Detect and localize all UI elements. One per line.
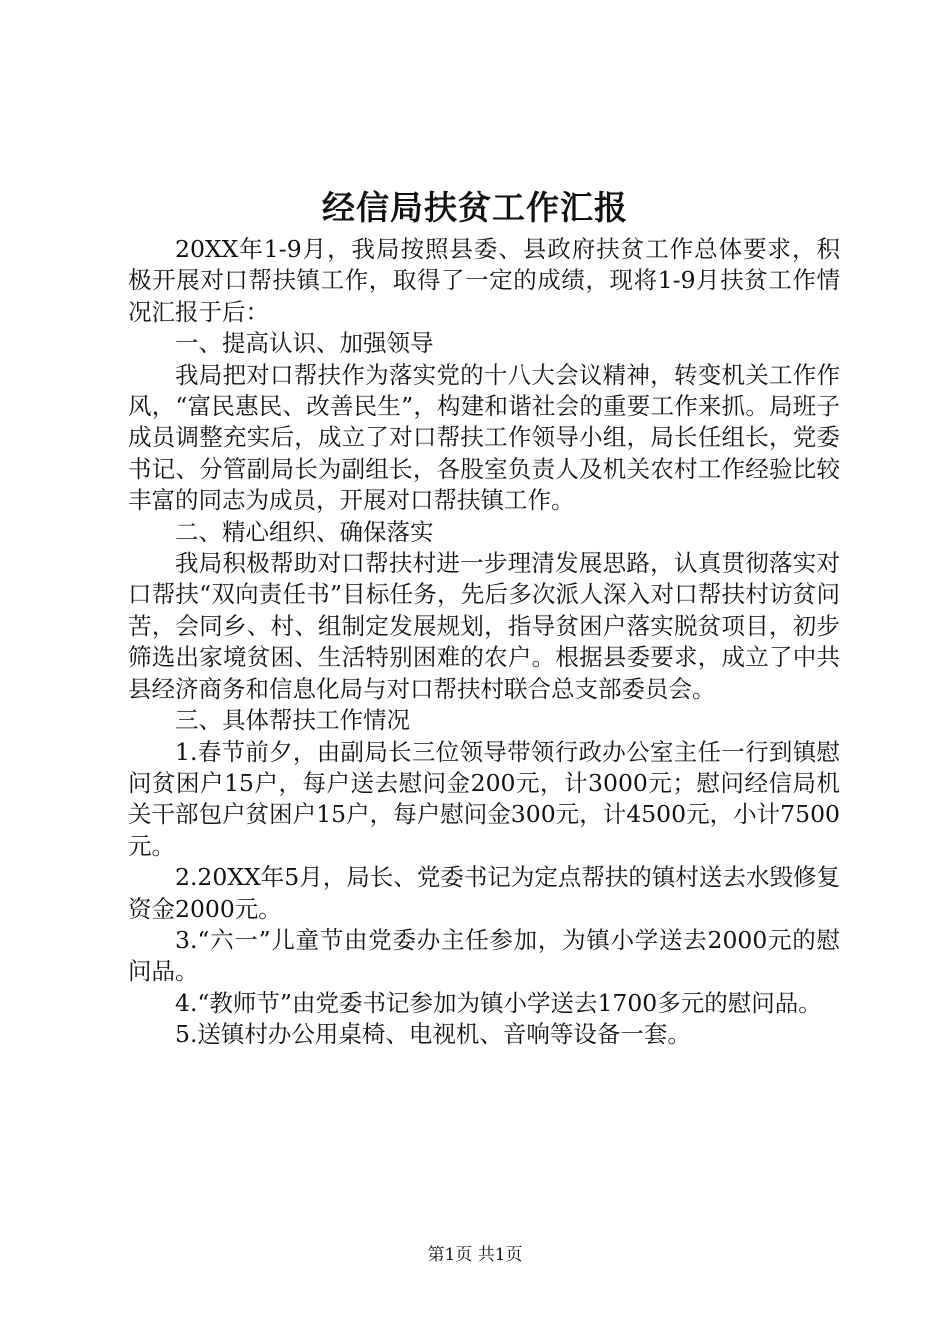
section-heading-1: 一、提高认识、加强领导 — [175, 329, 434, 358]
list-item-1: 1.春节前夕，由副局长三位领导带领行政办公室主任一行到镇慰问贫困户15户，每户送去慰问金200元，计3000元；慰问经信局机关干部包户贫困户15户，每户慰问金300元，计4500元，小计7500元。 — [128, 737, 840, 860]
section-heading-3: 三、具体帮扶工作情况 — [175, 706, 410, 735]
list-item-3: 3.“六一”儿童节由党委办主任参加，为镇小学送去2000元的慰问品。 — [128, 925, 840, 986]
section-2-paragraph: 我局积极帮助对口帮扶村进一步理清发展思路，认真贯彻落实对口帮扶“双向责任书”目标任务，先后多次派人深入对口帮扶村访贫问苦，会同乡、村、组制定发展规划，指导贫困户落实脱贫项目，初步筛选出家境贫困、生活特别困难的农户。根据县委要求，成立了中共县经济商务和信息化局与对口帮扶村联合总支部委员会。 — [128, 549, 840, 703]
intro-paragraph: 20XX年1-9月，我局按照县委、县政府扶贫工作总体要求，积极开展对口帮扶镇工作，取得了一定的成绩，现将1-9月扶贫工作情况汇报于后： — [128, 235, 840, 326]
section-1-paragraph: 我局把对口帮扶作为落实党的十八大会议精神，转变机关工作作风，“富民惠民、改善民生”，构建和谐社会的重要工作来抓。局班子成员调整充实后，成立了对口帮扶工作领导小组，局长任组长，党委书记、分管副局长为副组长，各股室负责人及机关农村工作经验比较丰富的同志为成员，开展对口帮扶镇工作。 — [128, 360, 840, 515]
document-body — [128, 234, 840, 1051]
document-title: 经信局扶贫工作汇报 — [322, 188, 628, 227]
page-number-footer: 第1页 共1页 — [427, 1245, 523, 1265]
list-item-5: 5.送镇村办公用桌椅、电视机、音响等设备一套。 — [175, 1020, 691, 1049]
list-item-2: 2.20XX年5月，局长、党委书记为定点帮扶的镇村送去水毁修复资金2000元。 — [128, 863, 840, 923]
list-item-4: 4.“教师节”由党委书记参加为镇小学送去1700多元的慰问品。 — [175, 988, 822, 1017]
section-heading-2: 二、精心组织、确保落实 — [175, 517, 434, 546]
